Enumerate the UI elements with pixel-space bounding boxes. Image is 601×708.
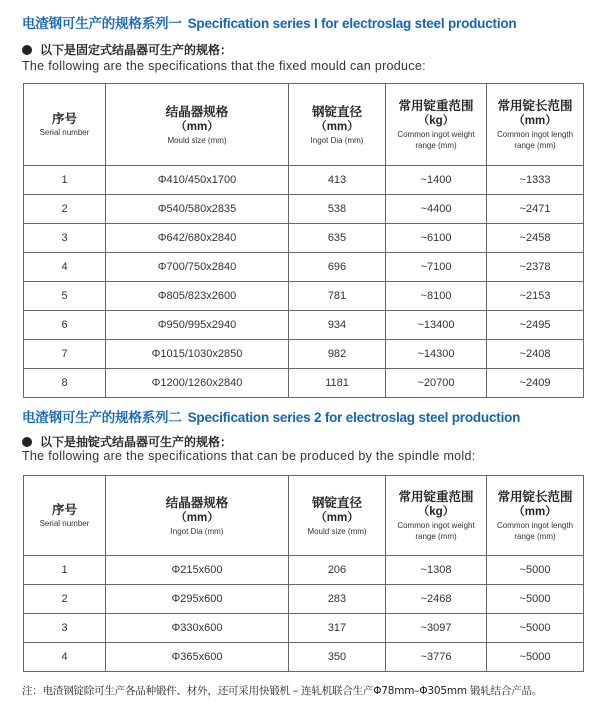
- table-cell: Φ410/450x1700: [106, 166, 289, 195]
- section-title-en: Specification series 2 for electroslag steel production: [187, 410, 521, 425]
- table-cell: 413: [289, 166, 386, 195]
- table-cell: 6: [24, 311, 106, 340]
- table-cell: ~3776: [386, 643, 487, 672]
- table-cell: 7: [24, 340, 106, 369]
- table-cell: 1: [24, 166, 106, 195]
- footnote: 注：电渣钢锭除可生产各品种锻件、材外，还可采用快锻机 – 连轧机联合生产Φ78mm–Φ305mm 锻轧结合产品。: [22, 685, 543, 697]
- header-cell: 序号 Serial number: [24, 84, 106, 166]
- table-cell: ~2408: [487, 340, 584, 369]
- table-cell: 8: [24, 369, 106, 398]
- table-cell: 5: [24, 282, 106, 311]
- table-cell: 283: [289, 585, 386, 614]
- section-title-series-2: [22, 406, 520, 426]
- table-cell: Φ540/580x2835: [106, 195, 289, 224]
- section-title-zh: 电渣钢可生产的规格系列一: [22, 16, 182, 32]
- section-title-zh: 电渣钢可生产的规格系列二: [22, 410, 182, 426]
- table-cell: 3: [24, 614, 106, 643]
- table-cell: ~5000: [487, 556, 584, 585]
- table-cell: 4: [24, 643, 106, 672]
- table-header-row: [24, 476, 584, 556]
- table-cell: ~6100: [386, 224, 487, 253]
- table-cell: ~2378: [487, 253, 584, 282]
- table-cell: 1181: [289, 369, 386, 398]
- intro-zh: 以下是固定式结晶器可生产的规格：: [40, 43, 233, 57]
- table-row: [24, 614, 584, 643]
- table-cell: Φ805/823x2600: [106, 282, 289, 311]
- header-cell: 常用锭重范围 （kg） Common ingot weight range (mm): [386, 476, 487, 556]
- table-cell: ~1308: [386, 556, 487, 585]
- table-row: [24, 369, 584, 398]
- table-cell: Φ295x600: [106, 585, 289, 614]
- table-cell: Φ215x600: [106, 556, 289, 585]
- table-cell: 350: [289, 643, 386, 672]
- table-row: [24, 311, 584, 340]
- table-row: [24, 282, 584, 311]
- table-cell: Φ365x600: [106, 643, 289, 672]
- table-cell: ~8100: [386, 282, 487, 311]
- header-cell: 钢锭直径 （mm） Mould size (mm): [289, 476, 386, 556]
- header-cell: 序号 Serial number: [24, 476, 106, 556]
- table-cell: ~1333: [487, 166, 584, 195]
- intro-bullet-series-2: [22, 433, 232, 450]
- table-cell: Φ1015/1030x2850: [106, 340, 289, 369]
- table-row: [24, 585, 584, 614]
- table-cell: ~7100: [386, 253, 487, 282]
- table-cell: ~5000: [487, 643, 584, 672]
- table-cell: ~2153: [487, 282, 584, 311]
- table-cell: ~14300: [386, 340, 487, 369]
- table-cell: ~5000: [487, 614, 584, 643]
- intro-en-series-1: The following are the specifications that the fixed mould can produce:: [22, 59, 426, 73]
- bullet-icon: [22, 45, 32, 55]
- table-cell: Φ950/995x2940: [106, 311, 289, 340]
- table-cell: 2: [24, 195, 106, 224]
- table-cell: 635: [289, 224, 386, 253]
- header-cell: 结晶器规格 （mm） Mould size (mm): [106, 84, 289, 166]
- table-cell: ~2458: [487, 224, 584, 253]
- table-cell: 3: [24, 224, 106, 253]
- table-cell: Φ1200/1260x2840: [106, 369, 289, 398]
- header-cell: 结晶器规格 （mm） Ingot Dia (mm): [106, 476, 289, 556]
- table-cell: 781: [289, 282, 386, 311]
- header-cell: 钢锭直径 （mm） Ingot Dia (mm): [289, 84, 386, 166]
- table-row: [24, 253, 584, 282]
- header-cell: 常用锭长范围 （mm） Common ingot length range (mm): [487, 84, 584, 166]
- table-cell: ~4400: [386, 195, 487, 224]
- table-cell: ~1400: [386, 166, 487, 195]
- table-cell: ~5000: [487, 585, 584, 614]
- table-cell: 934: [289, 311, 386, 340]
- table-row: [24, 643, 584, 672]
- intro-en-series-2: The following are the specifications that can be produced by the spindle mold:: [22, 449, 476, 463]
- bullet-icon: [22, 437, 32, 447]
- table-row: [24, 166, 584, 195]
- intro-zh: 以下是抽锭式结晶器可生产的规格：: [40, 435, 233, 449]
- table-cell: Φ700/750x2840: [106, 253, 289, 282]
- table-row: [24, 556, 584, 585]
- table-cell: ~3097: [386, 614, 487, 643]
- table-cell: 4: [24, 253, 106, 282]
- table-row: [24, 340, 584, 369]
- table-cell: 982: [289, 340, 386, 369]
- table-row: [24, 195, 584, 224]
- table-cell: 206: [289, 556, 386, 585]
- table-cell: ~2495: [487, 311, 584, 340]
- table-cell: 317: [289, 614, 386, 643]
- table-cell: 2: [24, 585, 106, 614]
- header-cell: 常用锭长范围 （mm） Common ingot length range (mm): [487, 476, 584, 556]
- section-title-series-1: [22, 12, 516, 32]
- table-row: [24, 224, 584, 253]
- table-cell: ~13400: [386, 311, 487, 340]
- table-cell: ~2409: [487, 369, 584, 398]
- header-cell: 常用锭重范围 （kg） Common ingot weight range (mm): [386, 84, 487, 166]
- table-cell: 696: [289, 253, 386, 282]
- table-cell: Φ642/680x2840: [106, 224, 289, 253]
- table-cell: 1: [24, 556, 106, 585]
- table-cell: ~2471: [487, 195, 584, 224]
- table-cell: Φ330x600: [106, 614, 289, 643]
- spec-table-series-2: [23, 475, 584, 672]
- section-title-en: Specification series I for electroslag steel production: [187, 16, 517, 31]
- table-header-row: [24, 84, 584, 166]
- table-cell: 538: [289, 195, 386, 224]
- spec-table-series-1: [23, 83, 584, 398]
- table-cell: ~20700: [386, 369, 487, 398]
- intro-bullet-series-1: [22, 41, 232, 58]
- table-cell: ~2468: [386, 585, 487, 614]
